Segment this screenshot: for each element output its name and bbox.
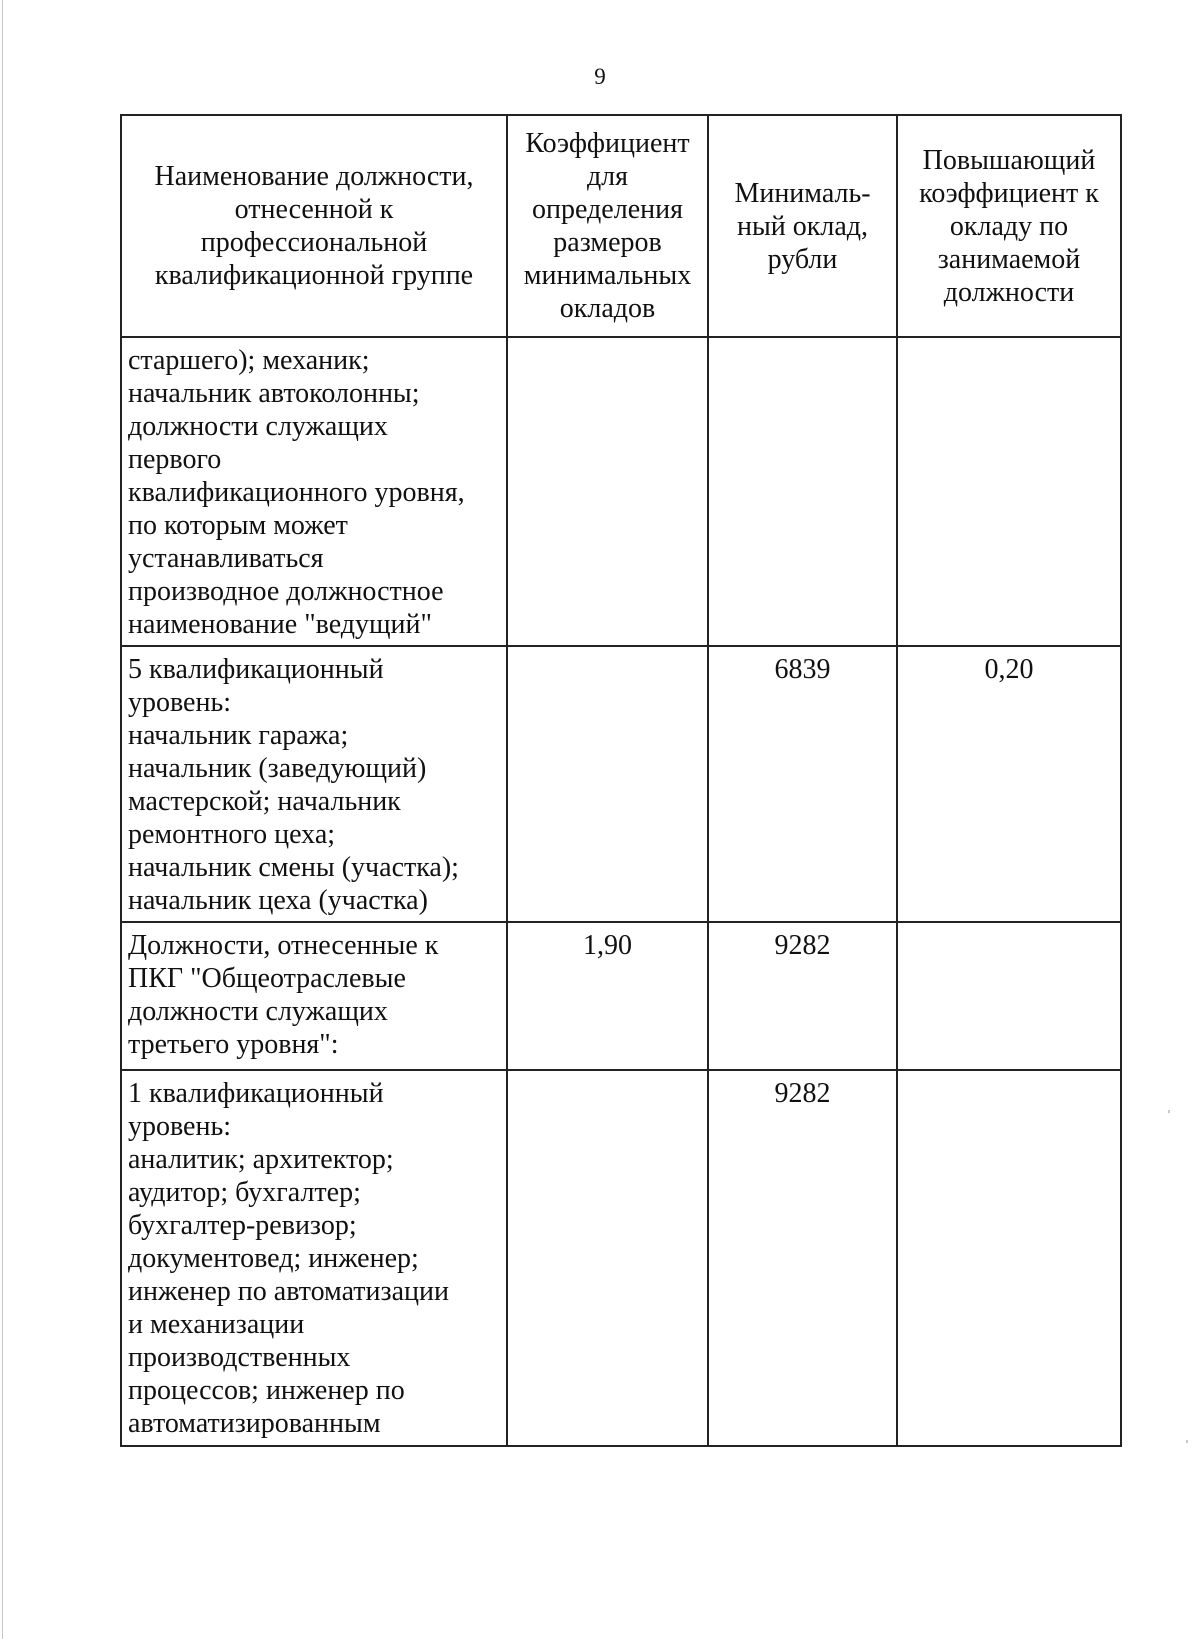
cell-coefficient [507, 1070, 708, 1446]
header-raise-coefficient: Повышающий коэффициент к окладу по занимаемой должности [897, 115, 1121, 337]
table-row [121, 922, 1121, 1070]
cell-min-salary: 9282 [708, 922, 897, 1070]
cell-raise-coefficient [897, 337, 1121, 646]
cell-min-salary [708, 337, 897, 646]
cell-coefficient: 1,90 [507, 922, 708, 1070]
scan-speck [1168, 1110, 1170, 1113]
table-row [121, 646, 1121, 922]
header-coefficient: Коэффициент для определения размеров минимальных окладов [507, 115, 708, 337]
cell-position-name: 5 квалификационный уровень: начальник гаража; начальник (заведующий) мастерской; начальник ремонтного цеха; начальник смены (участка); начальник цеха (участка) [121, 646, 507, 922]
cell-coefficient [507, 646, 708, 922]
cell-raise-coefficient: 0,20 [897, 646, 1121, 922]
cell-position-name: Должности, отнесенные к ПКГ "Общеотраслевые должности служащих третьего уровня": [121, 922, 507, 1070]
table-header-row [121, 115, 1121, 337]
header-position-name: Наименование должности, отнесенной к профессиональной квалификационной группе [121, 115, 507, 337]
cell-min-salary: 9282 [708, 1070, 897, 1446]
page-number: 9 [594, 64, 606, 89]
cell-coefficient [507, 337, 708, 646]
table-row [121, 1070, 1121, 1446]
cell-min-salary: 6839 [708, 646, 897, 922]
scan-speck [1186, 1440, 1188, 1443]
cell-raise-coefficient [897, 1070, 1121, 1446]
header-min-salary: Минималь- ный оклад, рубли [708, 115, 897, 337]
cell-position-name: 1 квалификационный уровень: аналитик; архитектор; аудитор; бухгалтер; бухгалтер-ревизор; документовед; инженер; инженер по автоматизации и механизации производственных процессов; инженер по автоматизированным [121, 1070, 507, 1446]
cell-position-name: старшего); механик; начальник автоколонны; должности служащих первого квалификационного уровня, по которым может устанавливаться производное должностное наименование "ведущий" [121, 337, 507, 646]
cell-raise-coefficient [897, 922, 1121, 1070]
table-row [121, 337, 1121, 646]
scan-edge-mark [2, 0, 3, 1639]
salary-table [120, 114, 1122, 1447]
